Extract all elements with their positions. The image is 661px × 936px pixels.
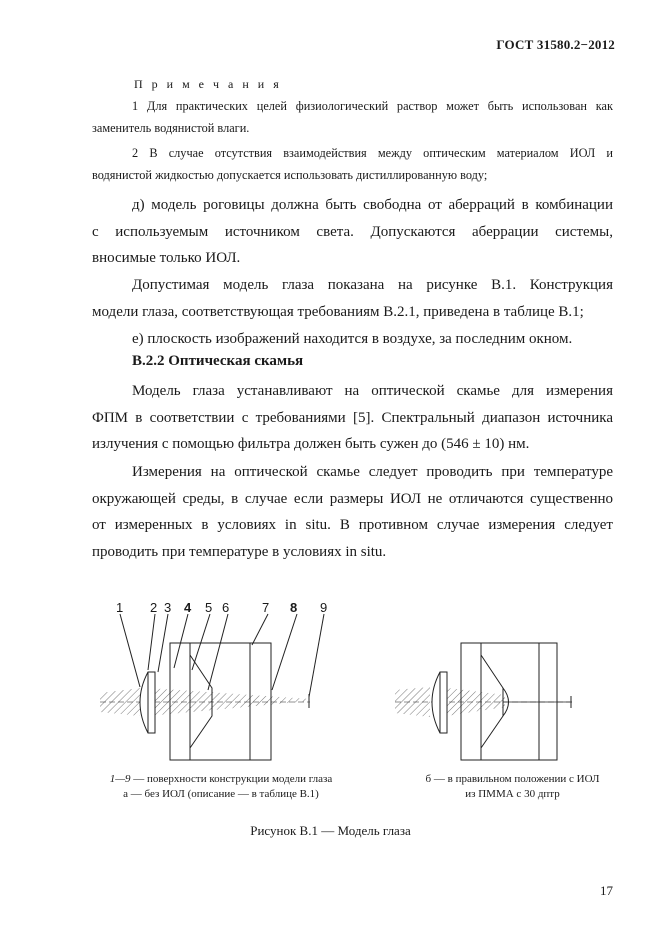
figure-label: 8 [290, 600, 298, 615]
paragraph-line: Измерения на оптической скамье следует проводить при температуре [132, 464, 613, 480]
note-2-line-1: 2 В случае отсутствия взаимодействия между оптическим материалом ИОЛ и [132, 146, 613, 160]
paragraph-line: вносимые только ИОЛ. [92, 250, 241, 266]
paragraph-line: ФПМ в соответствии с требованиями [5]. Спектральный диапазон источника [92, 409, 613, 426]
caption-left-line-1: — поверхности конструкции модели глаза [130, 773, 333, 785]
figure-label: 6 [222, 600, 230, 615]
paragraph-line: излучения с помощью фильтра должен быть сужен до (546 ± 10) нм. [92, 436, 530, 452]
paragraph-line: е) плоскость изображений находится в воздухе, за последним окном. [132, 331, 573, 347]
paragraph-line: модели глаза, соответствующая требованиям В.2.1, приведена в таблице В.1; [92, 303, 584, 320]
caption-left [96, 772, 346, 802]
caption-left-line-2: а — без ИОЛ (описание — в таблице В.1) [123, 788, 319, 800]
note-1-line-2: заменитель водянистой влаги. [92, 121, 250, 135]
figure-label: 1 [116, 600, 124, 615]
paragraph-line: с используемым источником света. Допускаются аберрации системы, [92, 223, 613, 240]
figure-label: 9 [320, 600, 328, 615]
note-2-line-2: водянистой жидкостью допускается использовать дистиллированную воду; [92, 168, 488, 182]
figure-label: 5 [205, 600, 213, 615]
caption-right [400, 772, 625, 802]
paragraph-line: Модель глаза устанавливают на оптической скамье для измерения [132, 383, 613, 399]
figure-label: 7 [262, 600, 270, 615]
section-heading: В.2.2 Оптическая скамья [132, 353, 304, 369]
figure-label: 2 [150, 600, 158, 615]
paragraph-line: д) модель роговицы должна быть свободна от аберраций в комбинации [132, 197, 613, 213]
caption-right-line-2: из ПММА с 30 дптр [465, 788, 560, 800]
paragraph-line: Допустимая модель глаза показана на рисунке В.1. Конструкция [132, 277, 613, 293]
figure-label: 3 [164, 600, 172, 615]
paragraph-line: от измеренных в условиях in situ. В противном случае измерения следует [92, 517, 613, 533]
note-1-line-1: 1 Для практических целей физиологический раствор может быть использован как [132, 99, 613, 113]
caption-right-line-1: б — в правильном положении с ИОЛ [425, 773, 600, 785]
notes-title: П р и м е ч а н и я [134, 77, 282, 91]
paragraph-line: проводить при температуре в условиях in situ. [92, 543, 387, 560]
caption-left-range: 1—9 [109, 773, 131, 785]
figure-label: 4 [184, 600, 192, 615]
figure-caption: Рисунок В.1 — Модель глаза [250, 823, 411, 838]
diagram-b [395, 643, 572, 760]
document-code-header: ГОСТ 31580.2−2012 [496, 37, 615, 52]
diagram-a [100, 614, 324, 760]
page-number: 17 [600, 883, 613, 898]
paragraph-line: окружающей среды, в случае если размеры ИОЛ не отличаются существенно [92, 490, 613, 507]
